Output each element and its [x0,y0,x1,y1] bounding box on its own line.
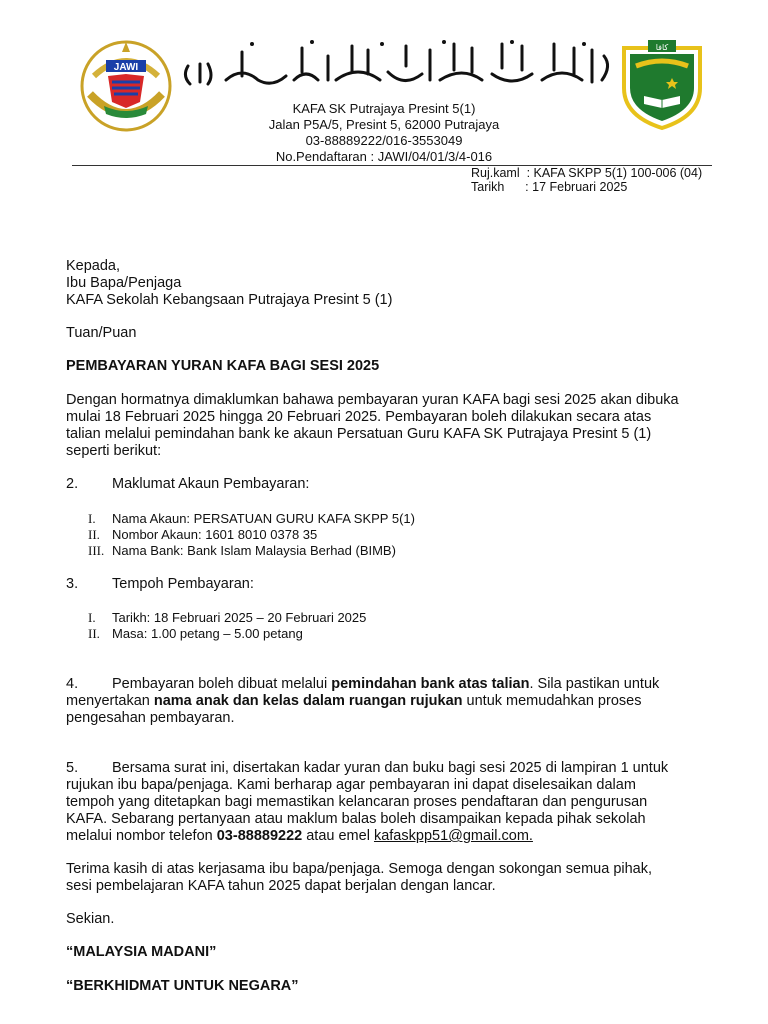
bank-name: Nama Bank: Bank Islam Malaysia Berhad (BIMB) [112,543,396,558]
motto-berkhidmat: “BERKHIDMAT UNTUK NEGARA” [66,978,299,994]
registration-number: No.Pendaftaran : JAWI/04/01/3/4-016 [275,149,493,164]
letter-date: Tarikh : 17 Februari 2025 [471,180,628,194]
list-item-roman: I. [88,511,96,526]
list-item-roman: I. [88,610,96,625]
emphasis-online-transfer: pemindahan bank atas talian [331,676,530,692]
sekian: Sekian. [66,911,115,927]
intro-line-2: mulai 18 Februari 2025 hingga 20 Februari 2025. Pembayaran boleh dilakukan secara atas [66,409,652,425]
section-4-line-2: menyertakan nama anak dan kelas dalam ruangan rujukan untuk memudahkan proses [66,693,642,709]
list-item-roman: III. [88,543,105,558]
salutation: Tuan/Puan [66,325,137,341]
school-name: KAFA SK Putrajaya Presint 5(1) [292,101,476,116]
intro-line-1: Dengan hormatnya dimaklumkan bahawa pembayaran yuran KAFA bagi sesi 2025 akan dibuka [66,392,679,408]
svg-text:JAWI: JAWI [113,62,139,73]
recipient-line-1: Kepada, [66,258,121,274]
svg-text:كافا: كافا [655,43,669,52]
closing-line-2: sesi pembelajaran KAFA tahun 2025 dapat berjalan dengan lancar. [66,878,496,894]
section-5-line-3: tempoh yang ditetapkan bagi memastikan kelancaran proses pendaftaran dan pengurusan [66,794,648,810]
contact-phone: 03-88889222 [216,828,303,844]
section-5-line-2: rujukan ibu bapa/penjaga. Kami berharap agar pembayaran ini dapat diselesaikan dalam [66,777,636,793]
section-2-number: 2. [66,476,79,492]
school-address: Jalan P5A/5, Presint 5, 62000 Putrajaya [268,117,500,132]
letter-subject: PEMBAYARAN YURAN KAFA BAGI SESI 2025 [66,358,380,374]
recipient-line-3: KAFA Sekolah Kebangsaan Putrajaya Presint 5 (1) [66,292,393,308]
closing-line-1: Terima kasih di atas kerjasama ibu bapa/penjaga. Semoga dengan sokongan semua pihak, [66,861,653,877]
payment-time: Masa: 1.00 petang – 5.00 petang [112,626,303,641]
section-5-line-5: melalui nombor telefon 03-88889222 atau emel kafaskpp51@gmail.com. [66,828,533,844]
section-3-title: Tempoh Pembayaran: [112,576,254,592]
motto-malaysia-madani: “MALAYSIA MADANI” [66,944,217,960]
jawi-calligraphy-banner [182,36,614,94]
account-number: Nombor Akaun: 1601 8010 0378 35 [112,527,318,542]
section-4-number: 4. [66,676,79,692]
payment-date: Tarikh: 18 Februari 2025 – 20 Februari 2025 [112,610,367,625]
section-3-number: 3. [66,576,79,592]
account-name: Nama Akaun: PERSATUAN GURU KAFA SKPP 5(1) [112,511,415,526]
section-5-line-4: KAFA. Sebarang pertanyaan atau maklum balas boleh disampaikan kepada pihak sekolah [66,811,646,827]
section-5-number: 5. [66,760,79,776]
contact-email-link[interactable]: kafaskpp51@gmail.com. [373,828,533,844]
intro-line-4: seperti berikut: [66,443,162,459]
list-item-roman: II. [88,527,100,542]
list-item-roman: II. [88,626,100,641]
section-4-line-1: Pembayaran boleh dibuat melalui pemindahan bank atas talian. Sila pastikan untuk [112,676,660,692]
section-5-line-1: Bersama surat ini, disertakan kadar yuran dan buku bagi sesi 2025 di lampiran 1 untuk [112,760,669,776]
section-4-line-3: pengesahan pembayaran. [66,710,235,726]
reference-number: Ruj.kaml : KAFA SKPP 5(1) 100-006 (04) [471,166,703,180]
recipient-line-2: Ibu Bapa/Penjaga [66,275,182,291]
emphasis-reference-note: nama anak dan kelas dalam ruangan rujukan [153,693,463,709]
section-2-title: Maklumat Akaun Pembayaran: [112,476,310,492]
school-phone: 03-88889222/016-3553049 [305,133,463,148]
intro-line-3: talian melalui pemindahan bank ke akaun Persatuan Guru KAFA SK Putrajaya Presint 5 (1) [66,426,652,442]
